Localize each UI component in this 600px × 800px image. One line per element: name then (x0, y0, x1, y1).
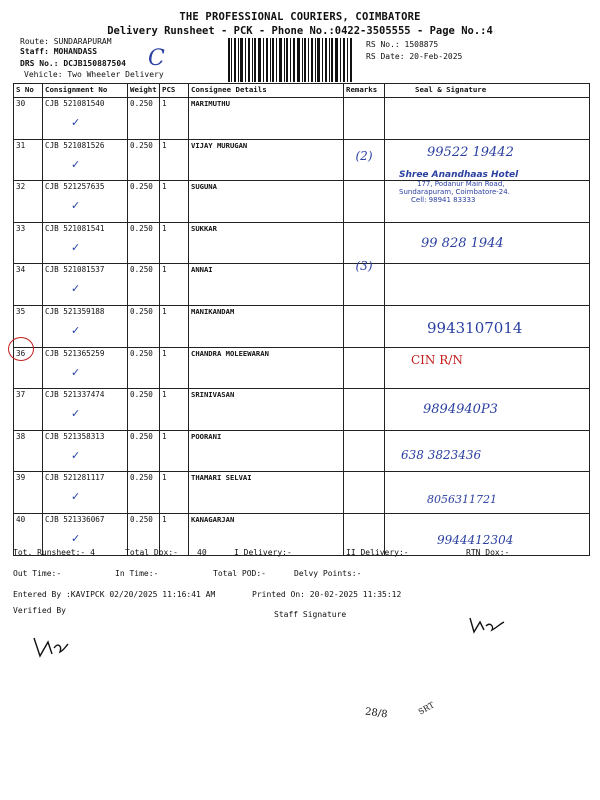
row-consignee: ANNAI (189, 264, 344, 306)
row-consignee: CHANDRA MOLEEWARAN (189, 347, 344, 389)
row-remarks (344, 472, 385, 514)
row-consignee: MARIMUTHU (189, 98, 344, 140)
row-consignee: MANIKANDAM (189, 305, 344, 347)
row-sno: 30 (14, 98, 43, 140)
table-row (14, 389, 590, 431)
delvy-points: Delvy Points:- (294, 569, 362, 578)
row-consignee: VIJAY MURUGAN (189, 139, 344, 181)
total-pod: Total POD:- (213, 569, 266, 578)
row-seal (385, 170, 590, 223)
tot-runsheet: Tot. Runsheet:- 4 (13, 548, 95, 557)
handwritten-phone: 8056311721 (427, 493, 497, 507)
check-mark-icon: ✓ (71, 490, 81, 504)
row-seal (385, 389, 590, 431)
rs-date: RS Date: 20-Feb-2025 (366, 52, 463, 61)
row-weight: 0.250 (128, 389, 160, 431)
stamp-name: Shree Anandhaas Hotel (399, 170, 519, 181)
check-mark-icon: ✓ (71, 157, 81, 171)
runsheet-title: Delivery Runsheet - PCK - Phone No.:0422-3505555 - Page No.:4 (107, 25, 493, 37)
row-pcs: 1 (160, 305, 189, 347)
row-consignment: CJB 521365259 ✓ (43, 347, 128, 389)
handwritten-phone: 99522 19442 (427, 144, 514, 160)
col-weight: Weight (128, 84, 160, 98)
row-sno: 36 (14, 347, 43, 389)
stamp-address-1: 177, Podanur Main Road, (417, 180, 505, 189)
row-pcs: 1 (160, 472, 189, 514)
row-consignment: CJB 521281117 ✓ (43, 472, 128, 514)
row-weight: 0.250 (128, 305, 160, 347)
red-circle-mark (8, 337, 34, 361)
row-pcs: 1 (160, 139, 189, 181)
row-remarks (344, 259, 385, 306)
row-consignment: CJB 521081540 ✓ (43, 98, 128, 140)
rs-number: RS No.: 1508875 (366, 40, 439, 49)
stamp-phone: Cell: 98941 83333 (411, 196, 476, 205)
table-row (14, 472, 590, 514)
row-sno: 31 (14, 139, 43, 181)
col-seal: Seal & Signature (385, 84, 590, 98)
drs-number: DRS No.: DCJB150887504 (20, 59, 126, 68)
col-consignee: Consignee Details (189, 84, 344, 98)
row-seal (385, 472, 590, 514)
row-consignee: THAMARI SELVAI (189, 472, 344, 514)
ii-delivery: II Delivery:- (346, 548, 409, 557)
stamp-address-2: Sundarapuram, Coimbatore-24. (399, 188, 510, 197)
table-row (14, 305, 590, 347)
row-remarks (344, 98, 385, 140)
table-row (14, 222, 590, 264)
row-remarks (344, 181, 385, 223)
row-weight: 0.250 (128, 347, 160, 389)
row-sno: 34 (14, 264, 43, 306)
staff-signature: Staff Signature (274, 610, 347, 619)
i-delivery: I Delivery:- (234, 548, 292, 557)
in-time: In Time:- (115, 569, 159, 578)
check-mark-icon: ✓ (71, 116, 81, 129)
rtn-dox: RTN Dox:- (466, 548, 510, 557)
margin-note-srt: SRT (416, 700, 436, 717)
check-mark-icon: ✓ (71, 282, 81, 296)
row-pcs: 1 (160, 389, 189, 431)
row-consignment: CJB 521081541 ✓ (43, 222, 128, 264)
row-sno: 39 (14, 472, 43, 514)
row-consignment: CJB 521081526 ✓ (43, 139, 128, 181)
row-consignment: CJB 521359188 ✓ (43, 305, 128, 347)
col-consignment: Consignment No (43, 84, 128, 98)
row-sno: 33 (14, 222, 43, 264)
row-weight: 0.250 (128, 472, 160, 514)
remark-handwritten: (3) (355, 259, 373, 274)
table-row (14, 181, 590, 223)
row-pcs: 1 (160, 264, 189, 306)
margin-note-date: 28/8 (364, 706, 389, 721)
out-time: Out Time:- (13, 569, 62, 578)
row-seal (385, 347, 590, 389)
row-consignment: CJB 521257635 ✓ (43, 181, 128, 223)
row-seal (385, 305, 590, 347)
row-consignee: SRINIVASAN (189, 389, 344, 431)
row-remarks (344, 305, 385, 347)
row-weight: 0.250 (128, 181, 160, 223)
row-remarks (344, 430, 385, 472)
row-remarks (344, 389, 385, 431)
row-consignment: CJB 521337474 ✓ (43, 389, 128, 431)
staff-signature-scribble-icon (466, 614, 506, 636)
row-pcs: 1 (160, 181, 189, 223)
row-pcs: 1 (160, 98, 189, 140)
row-weight: 0.250 (128, 222, 160, 264)
handwritten-phone: 99 828 1944 (421, 235, 504, 251)
row-remarks (344, 139, 385, 181)
check-mark-icon: ✓ (71, 365, 81, 379)
row-remarks (344, 222, 385, 264)
row-sno: 40 (14, 513, 43, 555)
row-weight: 0.250 (128, 98, 160, 140)
check-mark-icon: ✓ (71, 407, 81, 421)
row-consignee: SUGUNA (189, 181, 344, 223)
row-sno: 35 (14, 305, 43, 347)
row-weight: 0.250 (128, 430, 160, 472)
row-sno: 37 (14, 389, 43, 431)
row-pcs: 1 (160, 347, 189, 389)
row-consignment: CJB 521336067 ✓ (43, 513, 128, 555)
barcode-image (228, 38, 354, 82)
row-sno: 32 (14, 181, 43, 223)
table-row (14, 98, 590, 140)
total-dox-value: 40 (197, 548, 207, 557)
col-remarks: Remarks (344, 84, 385, 98)
vehicle-label: Vehicle: Two Wheeler Delivery (24, 70, 164, 79)
check-mark-icon: ✓ (71, 531, 81, 545)
row-remarks (344, 347, 385, 389)
drs-handwritten-mark: C (148, 46, 165, 71)
check-mark-icon: ✓ (71, 448, 81, 462)
check-mark-icon: ✓ (71, 199, 81, 213)
col-pcs: PCS (160, 84, 189, 98)
table-row (14, 264, 590, 306)
handwritten-phone: 638 3823436 (401, 447, 482, 462)
table-row (14, 347, 590, 389)
total-dox-label: Total Dox:- (125, 548, 178, 557)
verified-by: Verified By (13, 606, 66, 615)
table-header-row (14, 84, 590, 98)
row-weight: 0.250 (128, 513, 160, 555)
row-consignee: POORANI (189, 430, 344, 472)
entered-by: Entered By :KAVIPCK 02/20/2025 11:16:41 AM (13, 590, 216, 599)
row-consignment: CJB 521081537 ✓ (43, 264, 128, 306)
handwritten-phone: 9944412304 (437, 532, 514, 547)
row-consignee: SUKKAR (189, 222, 344, 264)
handwritten-red-note: CIN R/N (411, 352, 463, 367)
row-seal (385, 222, 590, 264)
row-sno: 38 (14, 430, 43, 472)
row-seal (385, 98, 590, 140)
handwritten-phone: 9943107014 (427, 318, 523, 337)
runsheet-table (13, 83, 590, 556)
printed-on: Printed On: 20-02-2025 11:35:12 (252, 590, 402, 599)
check-mark-icon: ✓ (71, 323, 81, 337)
row-consignment: CJB 521358313 ✓ (43, 430, 128, 472)
handwritten-phone: 9894940P3 (423, 402, 498, 418)
row-pcs: 1 (160, 430, 189, 472)
check-mark-icon: ✓ (71, 240, 81, 254)
row-seal (385, 264, 590, 306)
staff-label: Staff: MOHANDASS (20, 47, 98, 56)
row-consignee: KANAGARJAN (189, 513, 344, 555)
row-weight: 0.250 (128, 139, 160, 181)
col-sno: S No (14, 84, 43, 98)
route-label: Route: SUNDARAPURAM (20, 37, 112, 46)
table-row (14, 430, 590, 472)
company-title: THE PROFESSIONAL COURIERS, COIMBATORE (179, 11, 421, 23)
row-pcs: 1 (160, 513, 189, 555)
row-weight: 0.250 (128, 264, 160, 306)
remark-handwritten: (2) (355, 148, 373, 163)
row-seal (385, 430, 590, 472)
verifier-signature-icon (30, 632, 70, 662)
row-pcs: 1 (160, 222, 189, 264)
